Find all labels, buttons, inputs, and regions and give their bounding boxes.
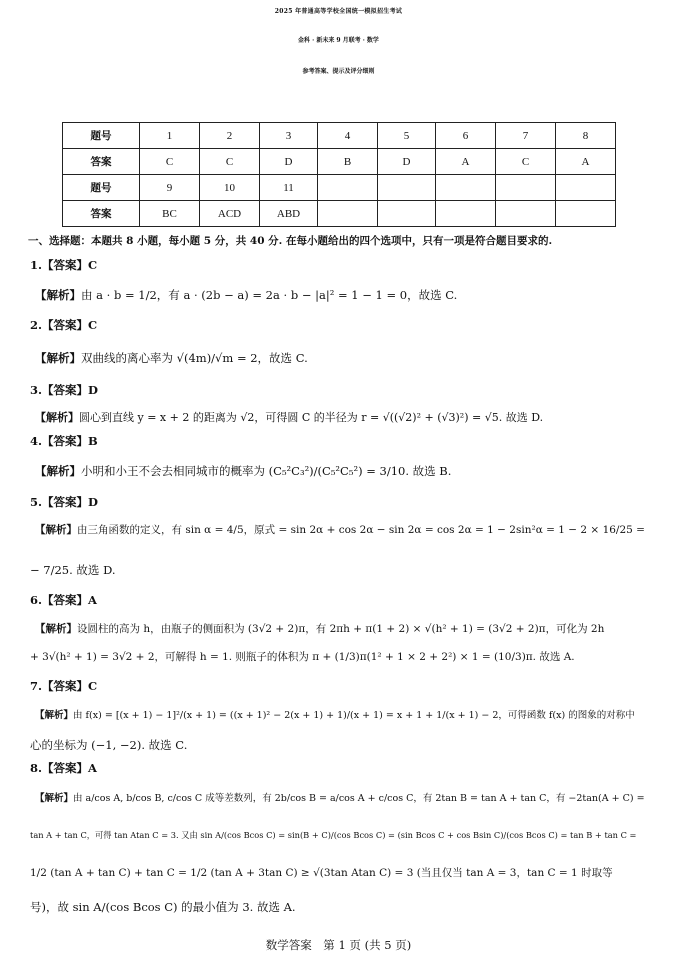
item-4-answer: 4.【答案】B	[30, 434, 98, 448]
answer-cell: ACD	[200, 201, 260, 227]
row-label-number: 题号	[63, 175, 140, 201]
question-number	[556, 175, 616, 201]
item-8-explanation-cont: tan A + tan C，可得 tan Atan C = 3. 又由 sin A/(cos Bcos C) = sin(B + C)/(cos Bcos C) = (sin Bcos C + cos Bsin C)/(cos Bcos C) = tan B + tan C =	[30, 830, 637, 840]
answer-cell: B	[318, 149, 378, 175]
answer-cell: BC	[140, 201, 200, 227]
item-2-answer: 2.【答案】C	[30, 318, 98, 332]
answer-cell	[496, 201, 556, 227]
table-row	[63, 201, 616, 227]
question-number: 1	[140, 123, 200, 149]
item-2-explanation: 【解析】双曲线的离心率为 √(4m)/√m = 2，故选 C.	[35, 351, 308, 365]
question-number	[318, 175, 378, 201]
item-6-explanation-cont: + 3√(h² + 1) = 3√2 + 2，可解得 h = 1. 则瓶子的体积为 π + (1/3)π(1² + 1 × 2 + 2²) × 1 = (10/3)π. 故选 A.	[30, 651, 575, 663]
item-8-explanation: 【解析】由 a/cos A, b/cos B, c/cos C 成等差数列，有 2b/cos B = a/cos A + c/cos C，有 2tan B = tan A + tan C，有 −2tan(A + C) =	[35, 793, 645, 804]
item-3-answer: 3.【答案】D	[30, 383, 98, 397]
table-row	[63, 149, 616, 175]
question-number: 11	[260, 175, 318, 201]
table-row	[63, 123, 616, 149]
item-7-explanation: 【解析】由 f(x) = [(x + 1) − 1]²/(x + 1) = ((x + 1)² − 2(x + 1) + 1)/(x + 1) = x + 1 + 1/(x + 1) − 2，可得函数 f(x) 的图象的对称中	[35, 710, 635, 721]
question-number: 10	[200, 175, 260, 201]
row-label-number: 题号	[63, 123, 140, 149]
answer-cell: D	[260, 149, 318, 175]
question-number: 3	[260, 123, 318, 149]
row-label-answer: 答案	[63, 149, 140, 175]
item-8-explanation-cont: 1/2 (tan A + tan C) + tan C = 1/2 (tan A + 3tan C) ≥ √(3tan Atan C) = 3 (当且仅当 tan A = 3，tan C = 1 时取等	[30, 867, 613, 879]
item-7-answer: 7.【答案】C	[30, 679, 98, 693]
answer-cell: C	[496, 149, 556, 175]
page-footer: 数学答案 第 1 页 (共 5 页)	[265, 938, 412, 952]
answer-cell: D	[378, 149, 436, 175]
question-number	[496, 175, 556, 201]
answer-cell	[318, 201, 378, 227]
item-4-explanation: 【解析】小明和小王不会去相同城市的概率为 (C₅²C₃²)/(C₅²C₅²) = 3/10. 故选 B.	[35, 464, 452, 478]
answer-cell	[556, 201, 616, 227]
answer-cell: A	[436, 149, 496, 175]
item-5-answer: 5.【答案】D	[30, 495, 98, 509]
answer-cell	[436, 201, 496, 227]
item-6-answer: 6.【答案】A	[30, 593, 97, 607]
question-number: 2	[200, 123, 260, 149]
answer-cell	[378, 201, 436, 227]
question-number: 7	[496, 123, 556, 149]
item-8-explanation-cont: 号)，故 sin A/(cos Bcos C) 的最小值为 3. 故选 A.	[30, 900, 296, 914]
question-number: 9	[140, 175, 200, 201]
answer-cell: C	[140, 149, 200, 175]
item-5-explanation-cont: − 7/25. 故选 D.	[30, 563, 116, 577]
question-number: 4	[318, 123, 378, 149]
row-label-answer: 答案	[63, 201, 140, 227]
item-3-explanation: 【解析】圆心到直线 y = x + 2 的距离为 √2，可得圆 C 的半径为 r = √((√2)² + (√3)²) = √5. 故选 D.	[35, 411, 544, 424]
item-5-explanation: 【解析】由三角函数的定义，有 sin α = 4/5，原式 = sin 2α + cos 2α − sin 2α = cos 2α = 1 − 2sin²α = 1 − 2 × 16/25 =	[35, 524, 645, 536]
exam-subtitle: 金科 · 新未来 9 月联考 · 数学	[298, 37, 379, 44]
item-1-explanation: 【解析】由 a · b = 1/2，有 a · (2b − a) = 2a · b − |a|² = 1 − 1 = 0，故选 C.	[35, 288, 458, 302]
page-caption: 参考答案、提示及评分细则	[302, 68, 375, 75]
question-number: 5	[378, 123, 436, 149]
question-number	[436, 175, 496, 201]
table-row	[63, 175, 616, 201]
exam-title: 2025 年普通高等学校全国统一模拟招生考试	[274, 8, 403, 15]
item-7-explanation-cont: 心的坐标为 (−1, −2). 故选 C.	[30, 738, 188, 752]
section-heading: 一、选择题：本题共 8 小题，每小题 5 分，共 40 分. 在每小题给出的四个选项中，只有一项是符合题目要求的.	[28, 235, 553, 247]
answer-table	[62, 122, 616, 227]
answer-cell: A	[556, 149, 616, 175]
item-8-answer: 8.【答案】A	[30, 761, 97, 775]
answer-cell: ABD	[260, 201, 318, 227]
item-1-answer: 1.【答案】C	[30, 258, 98, 272]
item-6-explanation: 【解析】设圆柱的高为 h，由瓶子的侧面积为 (3√2 + 2)π，有 2πh + π(1 + 2) × √(h² + 1) = (3√2 + 2)π，可化为 2h	[35, 623, 605, 635]
answer-cell: C	[200, 149, 260, 175]
question-number	[378, 175, 436, 201]
question-number: 8	[556, 123, 616, 149]
question-number: 6	[436, 123, 496, 149]
